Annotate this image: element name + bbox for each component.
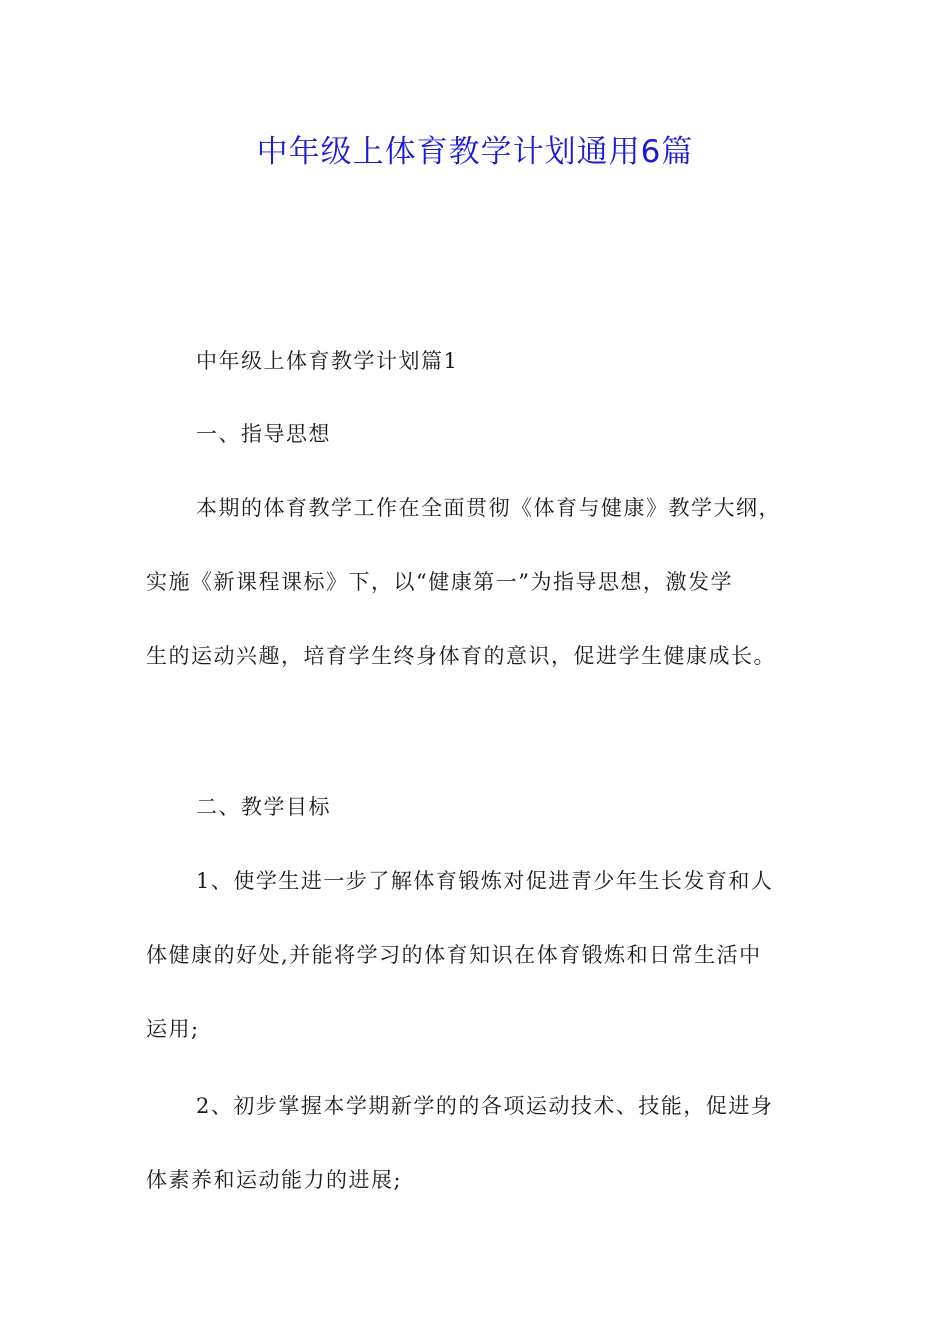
paragraph-line: 本期的体育教学工作在全面贯彻《体育与健康》教学大纲，: [196, 496, 781, 520]
paragraph-line: 生的运动兴趣，培育学生终身体育的意识，促进学生健康成长。: [146, 644, 776, 668]
paragraph-line: 1、使学生进一步了解体育锻炼对促进青少年生长发育和人: [196, 869, 774, 893]
section-heading-plan-1: 中年级上体育教学计划篇1: [196, 349, 459, 373]
paragraph-line: 2、初步掌握本学期新学的的各项运动技术、技能，促进身: [196, 1094, 774, 1118]
paragraph-line: 实施《新课程课标》下，以“健康第一”为指导思想，激发学: [146, 570, 733, 594]
paragraph-line: 运用;: [146, 1017, 200, 1041]
section-heading-teaching-goals: 二、教学目标: [196, 795, 331, 819]
section-heading-guiding-thought: 一、指导思想: [196, 422, 331, 446]
document-title: 中年级上体育教学计划通用6篇: [256, 134, 694, 170]
paragraph-line: 体素养和运动能力的进展;: [146, 1168, 403, 1192]
paragraph-line: 体健康的好处,并能将学习的体育知识在体育锻炼和日常生活中: [146, 943, 762, 967]
